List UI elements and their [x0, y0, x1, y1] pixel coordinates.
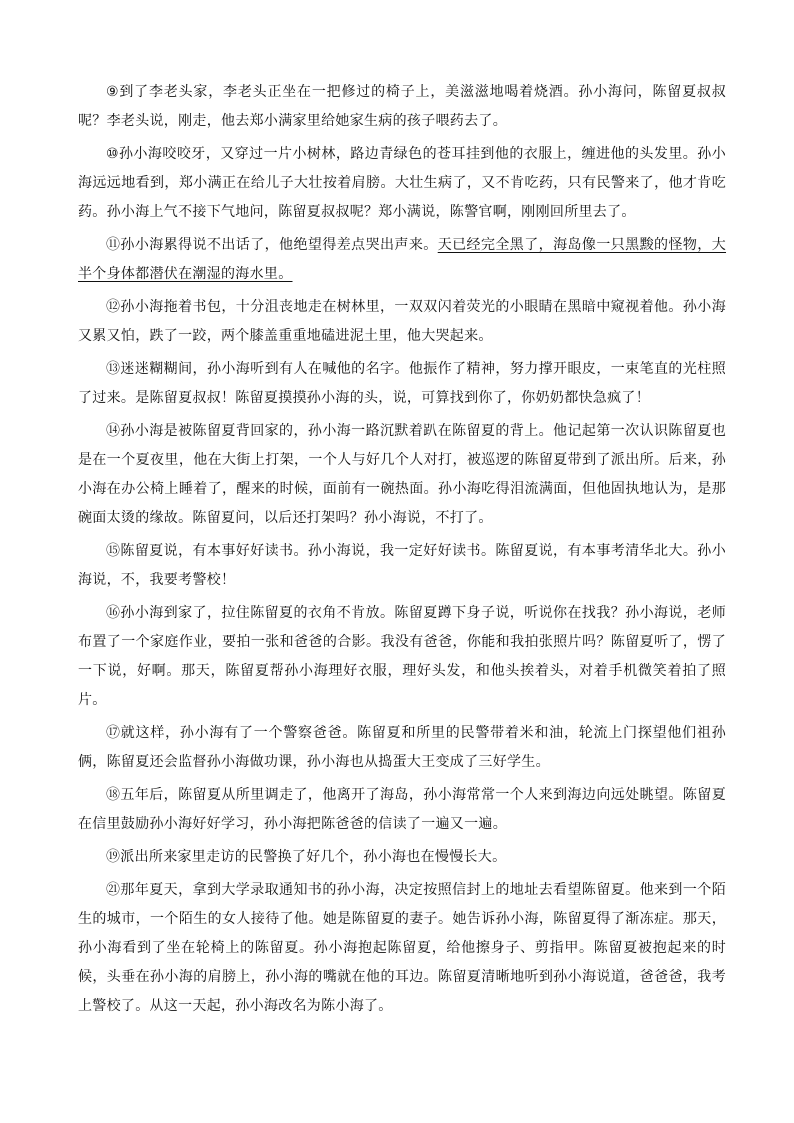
paragraph-13 — [78, 355, 726, 413]
document-page — [78, 78, 726, 1025]
paragraph-text: ⑯孙小海到家了，拉住陈留夏的衣角不肯放。陈留夏蹲下身子说，听说你在找我？孙小海说，老师布置了一个家庭作业，要拍一张和爸爸的合影。我没有爸爸，你能和我拍张照片吗？陈留夏听了，愣了一下说，好啊。那天，陈留夏帮孙小海理好衣服，理好头发，和他头挨着头，对着手机微笑着拍了照片。 — [78, 605, 726, 708]
paragraph-text: ⑲派出所来家里走访的民警换了好几个，孙小海也在慢慢长大。 — [106, 849, 507, 865]
paragraph-9 — [78, 78, 726, 136]
paragraph-text: ㉑那年夏天，拿到大学录取通知书的孙小海，决定按照信封上的地址去看望陈留夏。他来到一个陌生的城市，一个陌生的女人接待了他。她是陈留夏的妻子。她告诉孙小海，陈留夏得了渐冻症。那天，孙小海看到了坐在轮椅上的陈留夏。孙小海抱起陈留夏，给他擦身子、剪指甲。陈留夏被抱起来的时候，头垂在孙小海的肩膀上，孙小海的嘴就在他的耳边。陈留夏清晰地听到孙小海说道，爸爸爸，我考上警校了。从这一天起，孙小海改名为陈小海了。 — [78, 882, 726, 1014]
paragraph-21 — [78, 876, 726, 1021]
paragraph-10 — [78, 140, 726, 227]
paragraph-text: ⑫孙小海拖着书包，十分沮丧地走在树林里，一双双闪着荧光的小眼睛在黑暗中窥视着他。孙小海又累又怕，跌了一跤，两个膝盖重重地磕进泥土里，他大哭起来。 — [78, 299, 726, 344]
paragraph-14 — [78, 417, 726, 533]
paragraph-text: ⑪孙小海累得说不出话了，他绝望得差点哭出声来。 — [106, 237, 438, 253]
paragraph-text: ⑱五年后，陈留夏从所里调走了，他离开了海岛，孙小海常常一个人来到海边向远处眺望。陈留夏在信里鼓励孙小海好好学习，孙小海把陈爸爸的信读了一遍又一遍。 — [78, 787, 726, 832]
paragraph-19 — [78, 843, 726, 872]
paragraph-15 — [78, 537, 726, 595]
paragraph-text: ⑩孙小海咬咬牙，又穿过一片小树林，路边青绿色的苍耳挂到他的衣服上，缠进他的头发里。孙小海远远地看到，郑小满正在给儿子大壮按着肩膀。大壮生病了，又不肯吃药，只有民警来了，他才肯吃药。孙小海上气不接下气地问，陈留夏叔叔呢？郑小满说，陈警官啊，刚刚回所里去了。 — [78, 146, 726, 220]
paragraph-text: ⑮陈留夏说，有本事好好读书。孙小海说，我一定好好读书。陈留夏说，有本事考清华北大。孙小海说，不，我要考警校！ — [78, 543, 726, 588]
paragraph-text: ⑭孙小海是被陈留夏背回家的，孙小海一路沉默着趴在陈留夏的背上。他记起第一次认识陈留夏也是在一个夏夜里，他在大街上打架，一个人与好几个人对打，被巡逻的陈留夏带到了派出所。后来，孙小海在办公椅上睡着了，醒来的时候，面前有一碗热面。孙小海吃得泪流满面，但他固执地认为，是那碗面太烫的缘故。陈留夏问，以后还打架吗？孙小海说，不打了。 — [78, 423, 726, 526]
paragraph-text: ⑰就这样，孙小海有了一个警察爸爸。陈留夏和所里的民警带着米和油，轮流上门探望他们祖孙俩，陈留夏还会监督孙小海做功课，孙小海也从捣蛋大王变成了三好学生。 — [78, 725, 726, 770]
paragraph-16 — [78, 599, 726, 715]
underlined-sentence: 天已经完全黑了，海岛像一只黑黢的怪物，大半个身体都潜伏在潮湿的海水里。 — [78, 237, 727, 282]
paragraph-12 — [78, 293, 726, 351]
paragraph-text: ⑨到了李老头家，李老头正坐在一把修过的椅子上，美滋滋地喝着烧酒。孙小海问，陈留夏叔叔呢？李老头说，刚走，他去郑小满家里给她家生病的孩子喂药去了。 — [78, 84, 726, 129]
paragraph-18 — [78, 781, 726, 839]
paragraph-17 — [78, 719, 726, 777]
paragraph-text: ⑬迷迷糊糊间，孙小海听到有人在喊他的名字。他振作了精神，努力撑开眼皮，一束笔直的光柱照了过来。是陈留夏叔叔！陈留夏摸摸孙小海的头，说，可算找到你了，你奶奶都快急疯了！ — [78, 361, 726, 406]
paragraph-11 — [78, 231, 726, 289]
